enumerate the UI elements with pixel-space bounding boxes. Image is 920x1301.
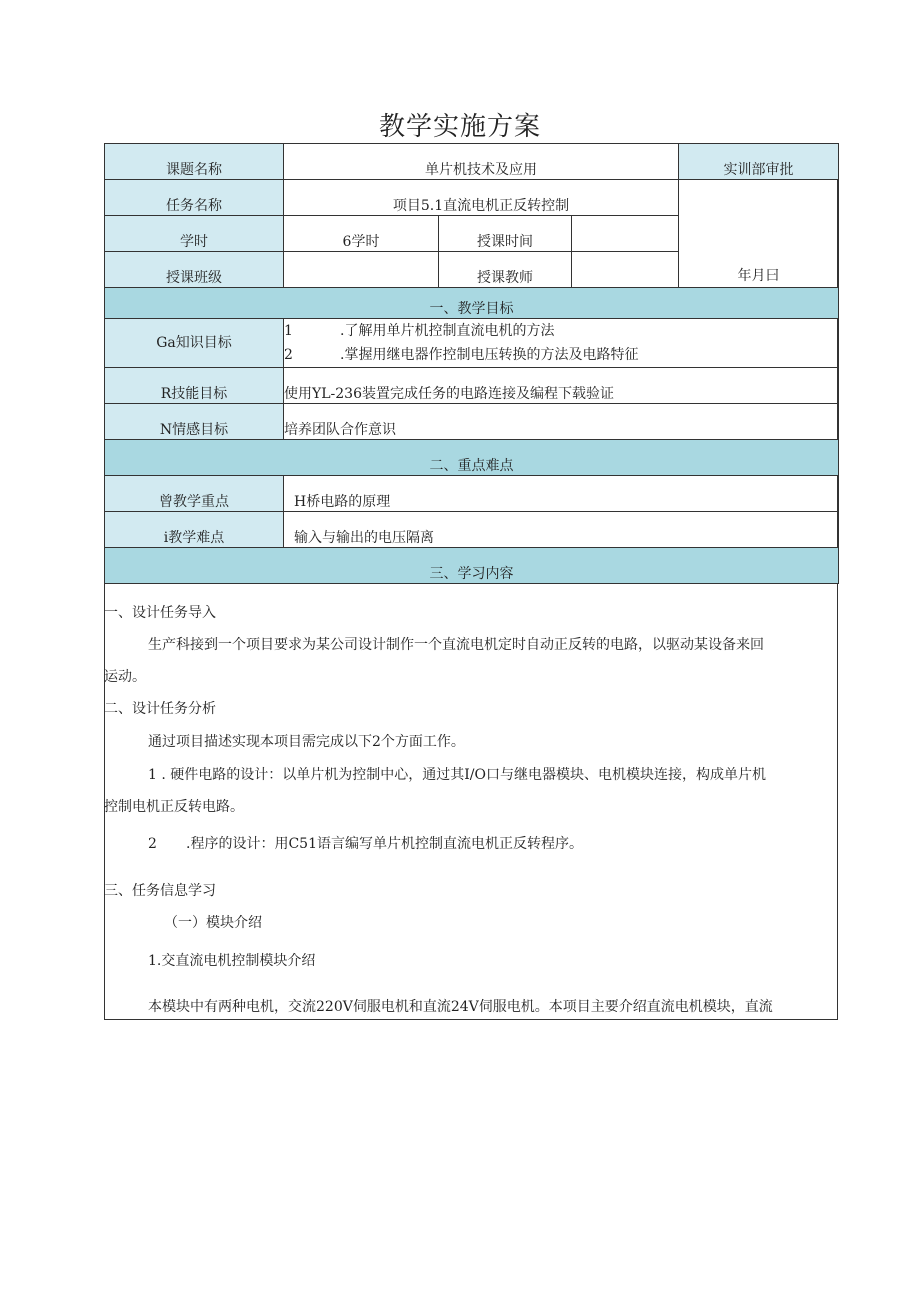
- time-label: 授课时间: [439, 216, 572, 252]
- knowledge-num: 1: [284, 323, 293, 339]
- row-knowledge: [105, 319, 839, 368]
- hours-value: 6学时: [284, 216, 439, 252]
- class-value: [284, 252, 439, 288]
- difficulty-label: i教学难点: [105, 512, 284, 548]
- row-skill: [105, 368, 839, 404]
- paragraph: 通过项目描述实现本项目需完成以下2个方面工作。: [148, 734, 465, 750]
- item-heading: 1.交直流电机控制模块介绍: [148, 953, 316, 969]
- paragraph: 1 . 硬件电路的设计：以单片机为控制中心，通过其I/O口与继电器模块、电机模块连接，构成单片机: [148, 767, 766, 783]
- objectives-band: 一、教学目标: [105, 288, 839, 319]
- plan-table: [104, 143, 839, 584]
- teacher-value: [572, 252, 679, 288]
- skill-value: 使用YL-236装置完成任务的电路连接及编程下载验证: [284, 368, 839, 404]
- hours-label: 学时: [105, 216, 284, 252]
- row-course: [105, 144, 839, 180]
- section-heading: 三、任务信息学习: [104, 883, 216, 899]
- content-band: 三、学习内容: [105, 548, 839, 584]
- knowledge-text: .掌握用继电器作控制电压转换的方法及电路特征: [340, 347, 639, 363]
- knowledge-text: .了解用单片机控制直流电机的方法: [340, 323, 555, 339]
- keypoints-band: 二、重点难点: [105, 440, 839, 476]
- task-label: 任务名称: [105, 180, 284, 216]
- paragraph: 生产科接到一个项目要求为某公司设计制作一个直流电机定时自动正反转的电路，以驱动某设备来回: [148, 637, 764, 653]
- knowledge-num: 2: [284, 347, 293, 363]
- difficulty-value: 输入与输出的电压隔离: [284, 512, 839, 548]
- knowledge-item: [284, 343, 838, 367]
- list-text: .程序的设计：用C51语言编写单片机控制直流电机正反转程序。: [186, 836, 583, 852]
- paragraph: [104, 835, 874, 855]
- sub-heading: （一）模块介绍: [164, 915, 262, 931]
- paragraph: 本模块中有两种电机，交流220V伺服电机和直流24V伺服电机。本项目主要介绍直流电机模块，直流: [148, 999, 773, 1015]
- knowledge-list: [284, 319, 839, 368]
- section-heading: 一、设计任务导入: [104, 605, 216, 621]
- page-title: 教学实施方案: [378, 112, 541, 142]
- knowledge-item: [284, 319, 838, 343]
- focus-label: 曾教学重点: [105, 476, 284, 512]
- course-value: 单片机技术及应用: [284, 144, 679, 180]
- focus-value: H桥电路的原理: [284, 476, 839, 512]
- skill-label: R技能目标: [105, 368, 284, 404]
- teacher-label: 授课教师: [439, 252, 572, 288]
- knowledge-label: Ga知识目标: [105, 319, 284, 368]
- section-heading: 二、设计任务分析: [104, 701, 216, 717]
- class-label: 授课班级: [105, 252, 284, 288]
- row-task: [105, 180, 839, 216]
- paragraph: 运动。: [104, 669, 146, 685]
- emotion-label: N情感目标: [105, 404, 284, 440]
- row-focus: [105, 476, 839, 512]
- approval-label: 实训部审批: [679, 144, 839, 180]
- row-difficulty: [105, 512, 839, 548]
- approval-date: 年月曰: [679, 180, 839, 288]
- task-value: 项目5.1直流电机正反转控制: [284, 180, 679, 216]
- list-number: 2: [148, 836, 157, 852]
- paragraph: 控制电机正反转电路。: [104, 799, 244, 815]
- course-label: 课题名称: [105, 144, 284, 180]
- emotion-value: 培养团队合作意识: [284, 404, 839, 440]
- time-value: [572, 216, 679, 252]
- row-emotion: [105, 404, 839, 440]
